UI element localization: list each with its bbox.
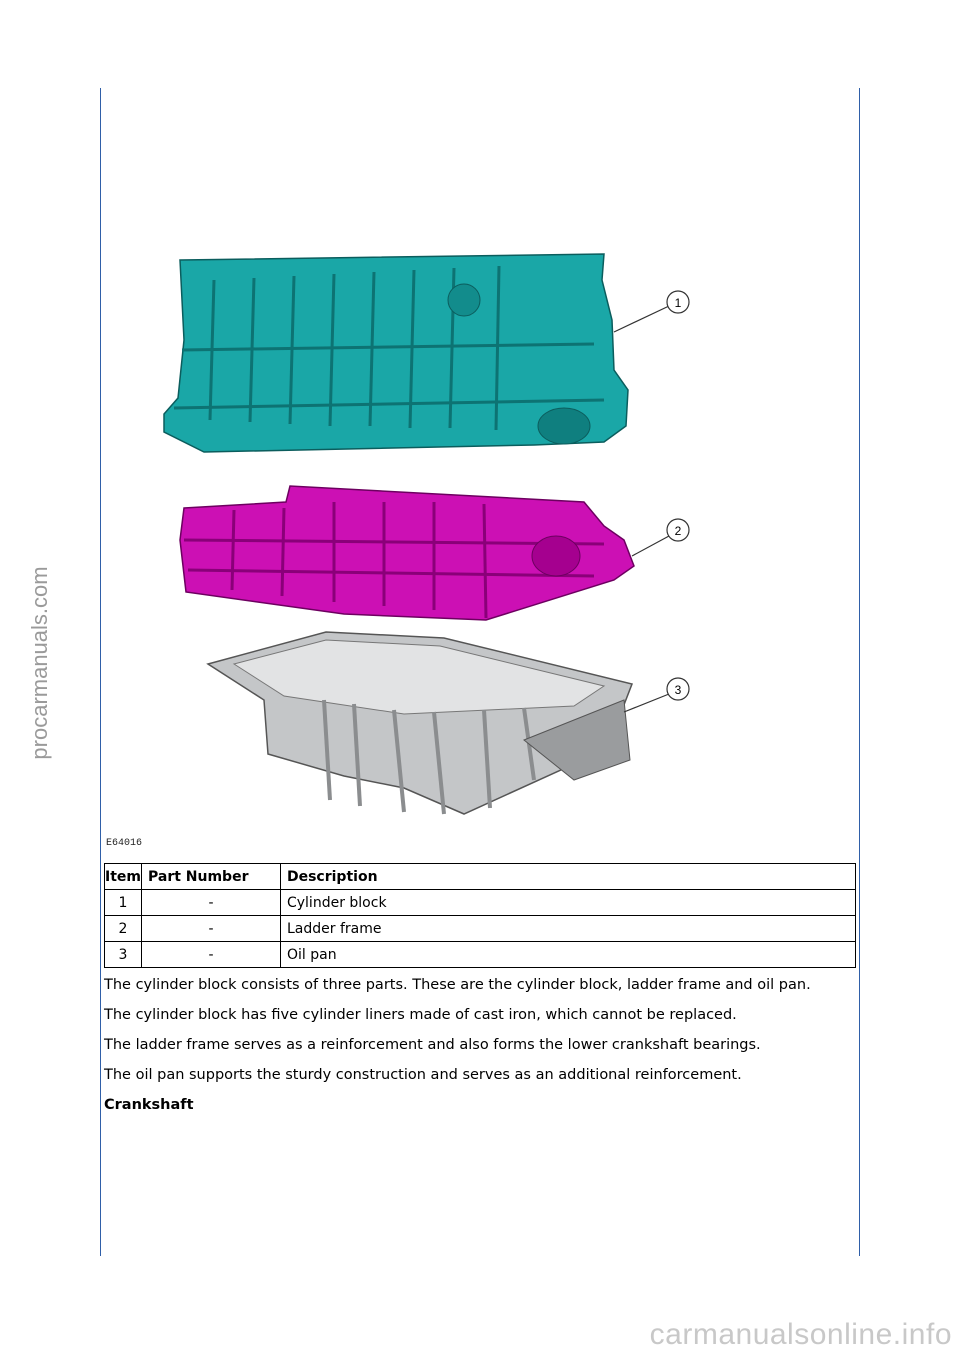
svg-text:1: 1 — [674, 296, 682, 310]
table-row — [105, 890, 856, 916]
cylinder-block-shape — [164, 254, 628, 452]
cell-part-number: - — [141, 890, 280, 916]
left-margin-line — [100, 88, 101, 1256]
cell-item: 3 — [105, 942, 142, 968]
cell-description: Cylinder block — [280, 890, 855, 916]
header-description: Description — [280, 864, 855, 890]
figure-code: E64016 — [106, 838, 143, 849]
table-row — [105, 916, 856, 942]
engine-block-exploded-illustration — [104, 240, 856, 852]
paragraph-1: The cylinder block consists of three parts. These are the cylinder block, ladder frame and oil pan. — [104, 977, 811, 993]
callout-2 — [632, 519, 689, 556]
oil-pan-shape — [208, 632, 632, 814]
svg-text:2: 2 — [674, 524, 682, 538]
callout-3 — [624, 678, 689, 712]
header-part-number: Part Number — [141, 864, 280, 890]
table-row — [105, 942, 856, 968]
right-margin-line — [859, 88, 860, 1256]
cell-item: 2 — [105, 916, 142, 942]
paragraph-2: The cylinder block has five cylinder liners made of cast iron, which cannot be replaced. — [104, 1007, 737, 1023]
table-header-row — [105, 864, 856, 890]
ladder-frame-shape — [180, 486, 634, 620]
callout-1 — [614, 291, 689, 332]
side-watermark: procarmanuals.com — [27, 566, 52, 760]
cell-part-number: - — [141, 916, 280, 942]
cell-part-number: - — [141, 942, 280, 968]
parts-table — [104, 863, 856, 968]
paragraph-3: The ladder frame serves as a reinforcement and also forms the lower crankshaft bearings. — [104, 1037, 761, 1053]
body-text — [104, 975, 856, 1115]
header-item: Item — [105, 864, 142, 890]
cell-item: 1 — [105, 890, 142, 916]
section-heading: Crankshaft — [104, 1097, 194, 1113]
paragraph-4: The oil pan supports the sturdy construction and serves as an additional reinforcement. — [104, 1067, 742, 1083]
cell-description: Oil pan — [280, 942, 855, 968]
cell-description: Ladder frame — [280, 916, 855, 942]
bottom-watermark: carmanualsonline.info — [649, 1318, 952, 1351]
svg-text:3: 3 — [674, 683, 682, 697]
